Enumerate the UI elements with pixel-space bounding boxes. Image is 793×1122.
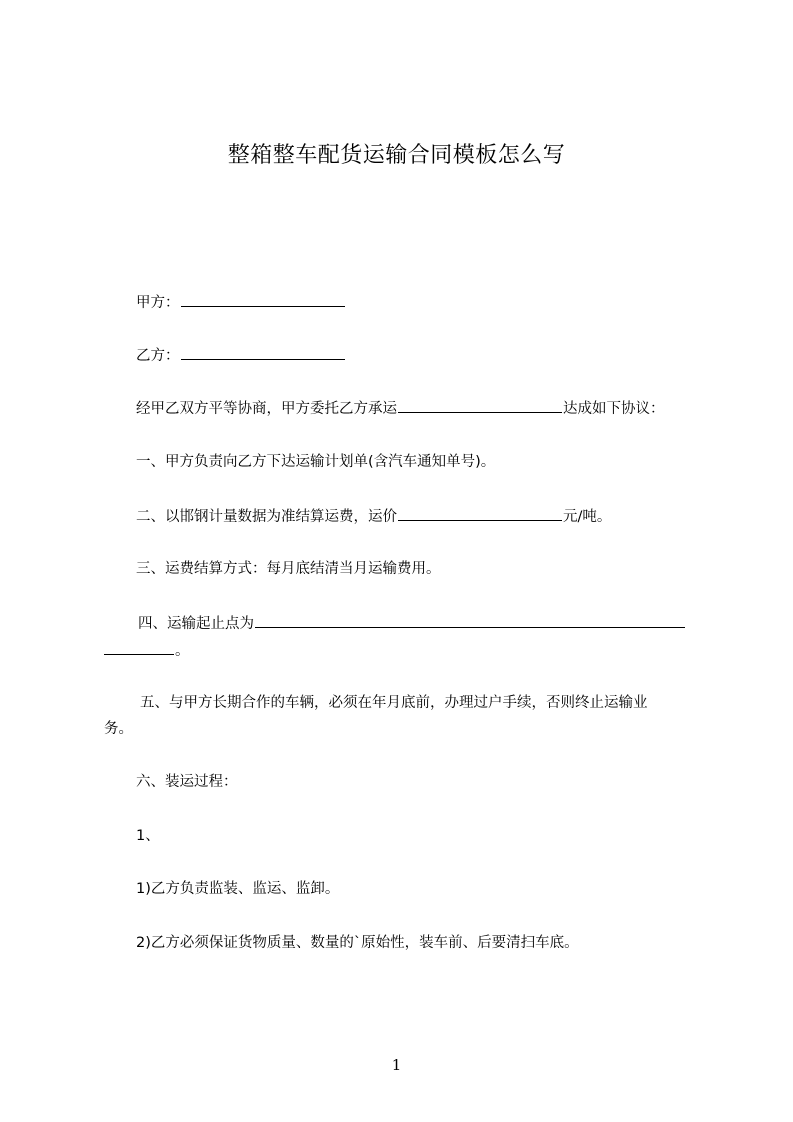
clause-1: 一、甲方负责向乙方下达运输计划单(含汽车通知单号)。 [136, 454, 496, 470]
clause-3: 三、运费结算方式：每月底结清当月运输费用。 [136, 561, 441, 577]
intro-suffix: 达成如下协议： [563, 401, 665, 417]
party-a-line [136, 292, 346, 313]
item-1: 1、 [136, 828, 160, 844]
clause-2-line [136, 506, 611, 527]
clause-2-prefix: 二、以邯钢计量数据为准结算运费，运价 [136, 509, 397, 525]
clause-5-line-1: 五、与甲方长期合作的车辆，必须在年月底前，办理过户手续，否则终止运输业 [140, 695, 648, 711]
intro-prefix: 经甲乙双方平等协商，甲方委托乙方承运 [136, 401, 397, 417]
carrier-blank [398, 398, 562, 413]
document-title: 整箱整车配货运输合同模板怎么写 [227, 143, 566, 168]
route-blank [255, 613, 685, 628]
clause-4-continuation [104, 640, 190, 661]
party-a-label: 甲方： [136, 295, 180, 311]
page-number: 1 [391, 1056, 402, 1074]
freight-rate-blank [398, 506, 562, 521]
clause-2-suffix: 元/吨。 [563, 509, 612, 525]
clause-4-suffix: 。 [175, 643, 190, 659]
party-b-blank [181, 345, 345, 360]
party-a-blank [181, 292, 345, 307]
route-blank-continued [104, 640, 174, 655]
sub-item-1: 1)乙方负责监装、监运、监卸。 [136, 881, 340, 897]
sub-item-2: 2)乙方必须保证货物质量、数量的`原始性，装车前、后要清扫车底。 [136, 935, 579, 951]
clause-4-prefix: 四、运输起止点为 [138, 616, 254, 632]
party-b-label: 乙方： [136, 348, 180, 364]
clause-4-line [138, 613, 686, 634]
clause-6: 六、装运过程： [136, 774, 238, 790]
intro-line [136, 398, 665, 419]
party-b-line [136, 345, 346, 366]
clause-5-line-2: 务。 [104, 721, 133, 737]
